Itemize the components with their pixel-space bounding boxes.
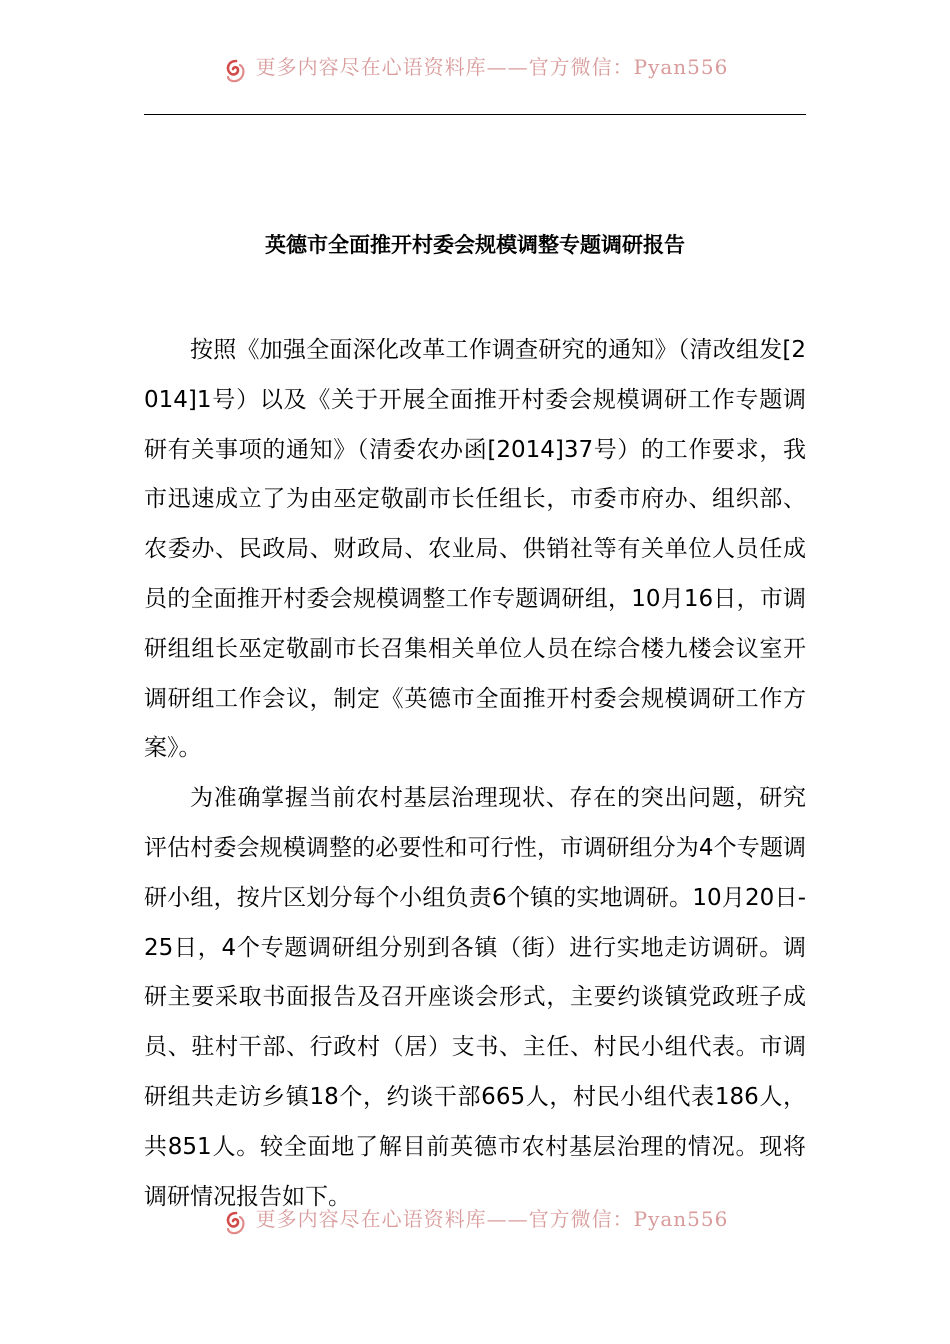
paragraph-2: 为准确掌握当前农村基层治理现状、存在的突出问题，研究评估村委会规模调整的必要性和可行性，市调研组分为4个专题调研小组，按片区划分每个小组负责6个镇的实地调研。10月20日-25日，4个专题调研组分别到各镇（街）进行实地走访调研。调研主要采取书面报告及召开座谈会形式，主要约谈镇党政班子成员、驻村干部、行政村（居）支书、主任、村民小组代表。市调研组共走访乡镇18个，约谈干部665人，村民小组代表186人，共851人。较全面地了解目前英德市农村基层治理的情况。现将调研情况报告如下。 <box>144 785 806 1210</box>
spiral-logo-icon <box>222 57 250 85</box>
watermark-text: 更多内容尽在心语资料库——官方微信：Pyan556 <box>255 1208 729 1231</box>
header-divider <box>144 114 806 115</box>
watermark-text: 更多内容尽在心语资料库——官方微信：Pyan556 <box>255 56 729 79</box>
document-title: 英德市全面推开村委会规模调整专题调研报告 <box>265 233 685 257</box>
paragraph-1: 按照《加强全面深化改革工作调查研究的通知》（清改组发[2014]1号）以及《关于开展全面推开村委会规模调研工作专题调研有关事项的通知》（清委农办函[2014]37号）的工作要求，我市迅速成立了为由巫定敬副市长任组长，市委市府办、组织部、农委办、民政局、财政局、农业局、供销社等有关单位人员任成员的全面推开村委会规模调整工作专题调研组，10月16日，市调研组组长巫定敬副市长召集相关单位人员在综合楼九楼会议室开调研组工作会议，制定《英德市全面推开村委会规模调研工作方案》。 <box>144 337 806 762</box>
header-watermark <box>0 56 950 86</box>
spiral-logo-icon <box>222 1209 250 1237</box>
document-body <box>144 326 806 1222</box>
footer-watermark <box>0 1208 950 1238</box>
